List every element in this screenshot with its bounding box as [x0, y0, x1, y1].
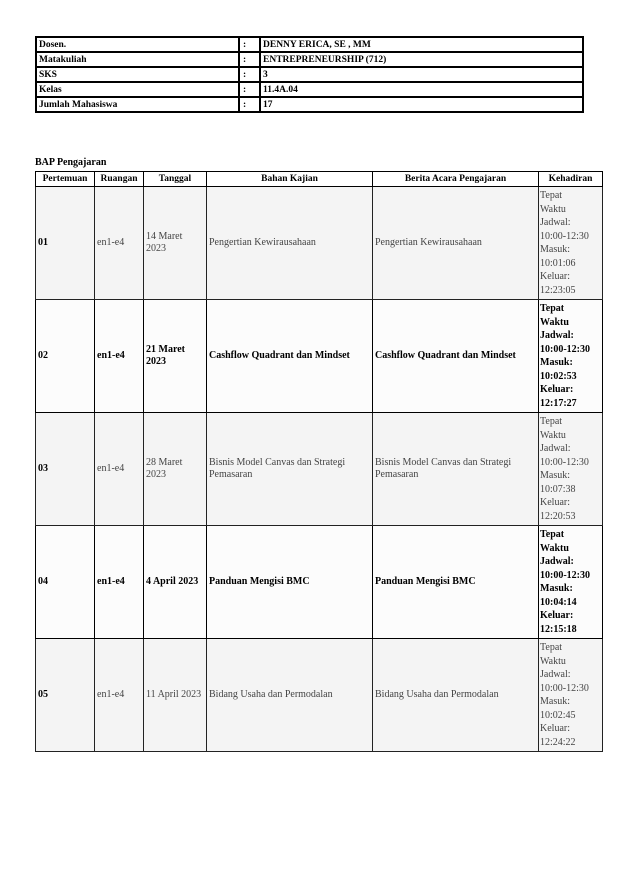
date: 11 April 2023 [144, 639, 207, 752]
topic: Bidang Usaha dan Permodalan [207, 639, 373, 752]
check-out-time: 12:15:18 [540, 623, 577, 635]
table-row [36, 187, 603, 300]
check-in-time: 10:02:53 [540, 370, 577, 382]
check-out-time: 12:23:05 [540, 284, 576, 296]
attendance-status: Waktu [540, 655, 566, 667]
check-out-time: 12:20:53 [540, 510, 576, 522]
table-row [36, 300, 603, 413]
info-row-course [36, 52, 583, 67]
check-in-time: 10:02:45 [540, 709, 576, 721]
check-out-label: Keluar: [540, 384, 574, 395]
info-label: SKS [36, 67, 239, 82]
info-row-class [36, 82, 583, 97]
room: en1-e4 [95, 187, 144, 300]
info-label: Jumlah Mahasiswa [36, 97, 239, 112]
section-title: BAP Pengajaran [35, 157, 107, 168]
check-out-time: 12:24:22 [540, 736, 576, 748]
meeting-number: 03 [36, 413, 95, 526]
schedule-label: Jadwal: [540, 330, 574, 341]
attendance-status: Tepat [540, 529, 565, 540]
check-in-label: Masuk: [540, 696, 570, 707]
attendance-status: Waktu [540, 316, 569, 328]
schedule-time: 10:00-12:30 [540, 456, 589, 468]
topic: Pengertian Kewirausahaan [207, 187, 373, 300]
attendance-status: Tepat [540, 416, 563, 427]
attendance [539, 413, 603, 526]
schedule-label: Jadwal: [540, 556, 574, 567]
attendance-status: Tepat [540, 303, 565, 314]
info-row-lecturer [36, 37, 583, 52]
attendance-status: Waktu [540, 542, 569, 554]
report: Bisnis Model Canvas dan Strategi Pemasaran [373, 413, 539, 526]
check-out-label: Keluar: [540, 497, 570, 508]
check-out-label: Keluar: [540, 610, 574, 621]
info-row-students [36, 97, 583, 112]
info-value: 17 [260, 97, 583, 112]
room: en1-e4 [95, 300, 144, 413]
header-meeting: Pertemuan [36, 172, 95, 187]
attendance [539, 526, 603, 639]
meeting-number: 05 [36, 639, 95, 752]
attendance-status: Waktu [540, 429, 566, 441]
attendance [539, 300, 603, 413]
info-label: Kelas [36, 82, 239, 97]
topic: Bisnis Model Canvas dan Strategi Pemasaran [207, 413, 373, 526]
topic: Panduan Mengisi BMC [207, 526, 373, 639]
check-out-time: 12:17:27 [540, 397, 577, 409]
meeting-number: 04 [36, 526, 95, 639]
header-report: Berita Acara Pengajaran [373, 172, 539, 187]
info-separator: : [239, 97, 260, 112]
info-separator: : [239, 52, 260, 67]
report: Pengertian Kewirausahaan [373, 187, 539, 300]
check-out-label: Keluar: [540, 271, 570, 282]
info-value: 11.4A.04 [260, 82, 583, 97]
schedule-label: Jadwal: [540, 217, 571, 228]
header-room: Ruangan [95, 172, 144, 187]
report: Bidang Usaha dan Permodalan [373, 639, 539, 752]
header-date: Tanggal [144, 172, 207, 187]
info-row-credits [36, 67, 583, 82]
attendance-status: Tepat [540, 642, 563, 653]
room: en1-e4 [95, 413, 144, 526]
info-separator: : [239, 67, 260, 82]
attendance [539, 639, 603, 752]
report: Cashflow Quadrant dan Mindset [373, 300, 539, 413]
check-in-label: Masuk: [540, 470, 570, 481]
schedule-label: Jadwal: [540, 443, 571, 454]
info-separator: : [239, 82, 260, 97]
schedule-time: 10:00-12:30 [540, 682, 589, 694]
attendance-status: Waktu [540, 203, 566, 215]
date: 4 April 2023 [144, 526, 207, 639]
check-in-label: Masuk: [540, 357, 573, 368]
table-row [36, 526, 603, 639]
info-separator: : [239, 37, 260, 52]
info-value: 3 [260, 67, 583, 82]
schedule-time: 10:00-12:30 [540, 343, 590, 355]
meeting-number: 02 [36, 300, 95, 413]
header-attendance: Kehadiran [539, 172, 603, 187]
schedule-label: Jadwal: [540, 669, 571, 680]
header-topic: Bahan Kajian [207, 172, 373, 187]
course-info-table [35, 36, 584, 113]
info-label: Matakuliah [36, 52, 239, 67]
room: en1-e4 [95, 526, 144, 639]
topic: Cashflow Quadrant dan Mindset [207, 300, 373, 413]
bap-table [35, 171, 603, 752]
date: 21 Maret 2023 [144, 300, 207, 413]
info-value: DENNY ERICA, SE , MM [260, 37, 583, 52]
check-in-label: Masuk: [540, 244, 570, 255]
check-in-time: 10:01:06 [540, 257, 576, 269]
info-label: Dosen. [36, 37, 239, 52]
report: Panduan Mengisi BMC [373, 526, 539, 639]
table-row [36, 639, 603, 752]
schedule-time: 10:00-12:30 [540, 230, 589, 242]
check-in-time: 10:07:38 [540, 483, 576, 495]
room: en1-e4 [95, 639, 144, 752]
date: 14 Maret 2023 [144, 187, 207, 300]
attendance [539, 187, 603, 300]
attendance-status: Tepat [540, 190, 563, 201]
check-in-label: Masuk: [540, 583, 573, 594]
meeting-number: 01 [36, 187, 95, 300]
table-row [36, 413, 603, 526]
info-value: ENTREPRENEURSHIP (712) [260, 52, 583, 67]
check-out-label: Keluar: [540, 723, 570, 734]
schedule-time: 10:00-12:30 [540, 569, 590, 581]
date: 28 Maret 2023 [144, 413, 207, 526]
check-in-time: 10:04:14 [540, 596, 577, 608]
bap-header-row [36, 172, 603, 187]
